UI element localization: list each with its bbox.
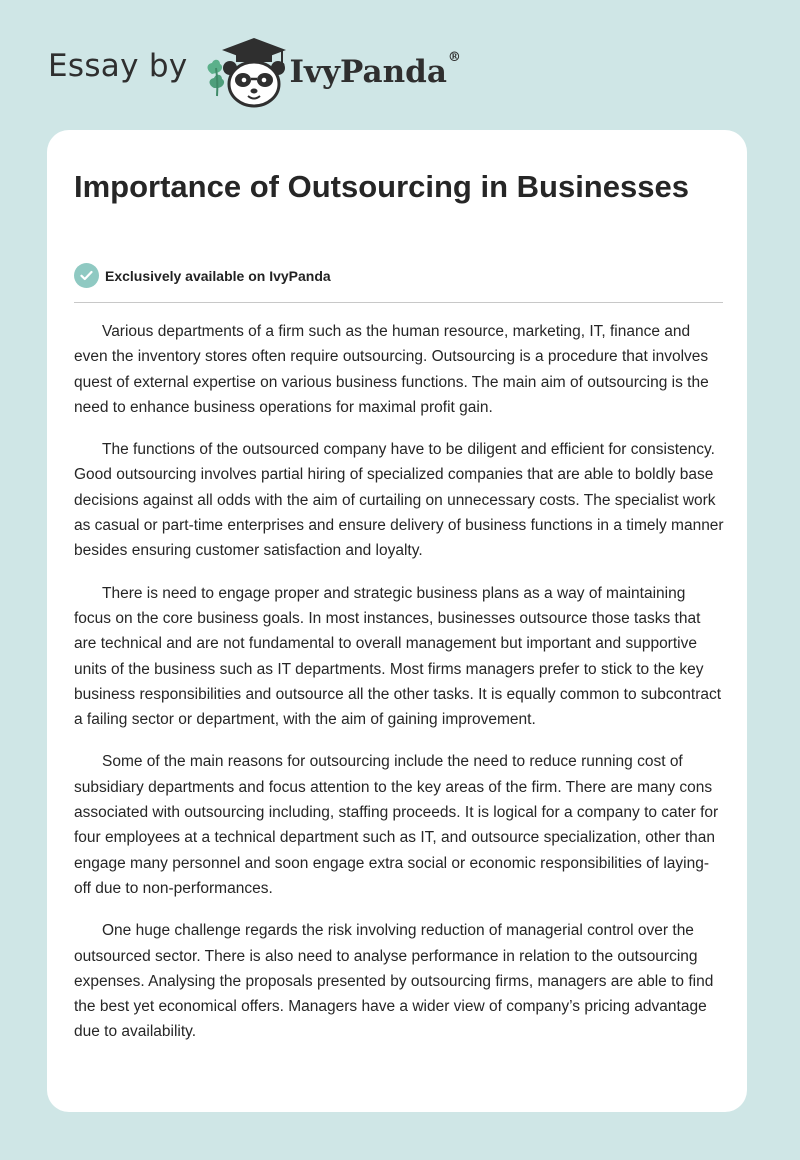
panda-graduate-icon bbox=[202, 30, 288, 110]
brand-name: IvyPanda® bbox=[289, 50, 461, 90]
essay-body bbox=[74, 319, 725, 1062]
essay-title: Importance of Outsourcing in Businesses bbox=[74, 169, 689, 204]
exclusive-badge-label: Exclusively available on IvyPanda bbox=[105, 267, 331, 284]
check-icon bbox=[74, 263, 99, 288]
essay-by-label: Essay by bbox=[48, 48, 188, 84]
divider bbox=[74, 302, 723, 303]
paragraph: One huge challenge regards the risk involving reduction of managerial control over the outsourced sector. There is also need to analyse performance in relation to the outsourcing expenses. Analysing the proposals presented by outsourcing firms, managers are able to find the best yet economical offers. Managers have a wider view of company’s pricing advantage due to availability. bbox=[74, 922, 714, 1041]
site-header bbox=[48, 30, 748, 110]
essay-card bbox=[47, 130, 747, 1112]
paragraph: Some of the main reasons for outsourcing include the need to reduce running cost of subsidiary departments and focus attention to the key areas of the firm. There are many cons associated with outsourcing including, staffing proceeds. It is logical for a company to cater for four employees at a technical department such as IT, and outsource specialization, other than engage many personnel and soon engage extra social or economic responsibilities of laying-off due to non-performances. bbox=[74, 753, 719, 897]
ivypanda-logo[interactable] bbox=[202, 30, 461, 110]
exclusive-badge bbox=[74, 263, 331, 288]
paragraph: There is need to engage proper and strategic business plans as a way of maintaining focus on the core business goals. In most instances, businesses outsource those tasks that are technical and are not fundamental to overall management but important and supportive units of the business such as IT departments. Most firms managers prefer to stick to the key business responsibilities and outsource all the other tasks. It is equally common to subcontract a failing sector or department, with the aim of gaining improvement. bbox=[74, 584, 722, 729]
paragraph: The functions of the outsourced company have to be diligent and efficient for consistency. Good outsourcing involves partial hiring of specialized companies that are able to boldly base decisions against all odds with the aim of curtailing on unnecessary costs. The specialist work as casual or part-time enterprises and ensure delivery of business functions in a timely manner besides ensuring customer satisfaction and loyalty. bbox=[74, 441, 724, 560]
paragraph: Various departments of a firm such as the human resource, marketing, IT, finance and even the inventory stores often require outsourcing. Outsourcing is a procedure that involves quest of external expertise on various business functions. The main aim of outsourcing is the need to enhance business operations for maximal profit gain. bbox=[74, 323, 709, 416]
registered-mark: ® bbox=[447, 50, 461, 65]
